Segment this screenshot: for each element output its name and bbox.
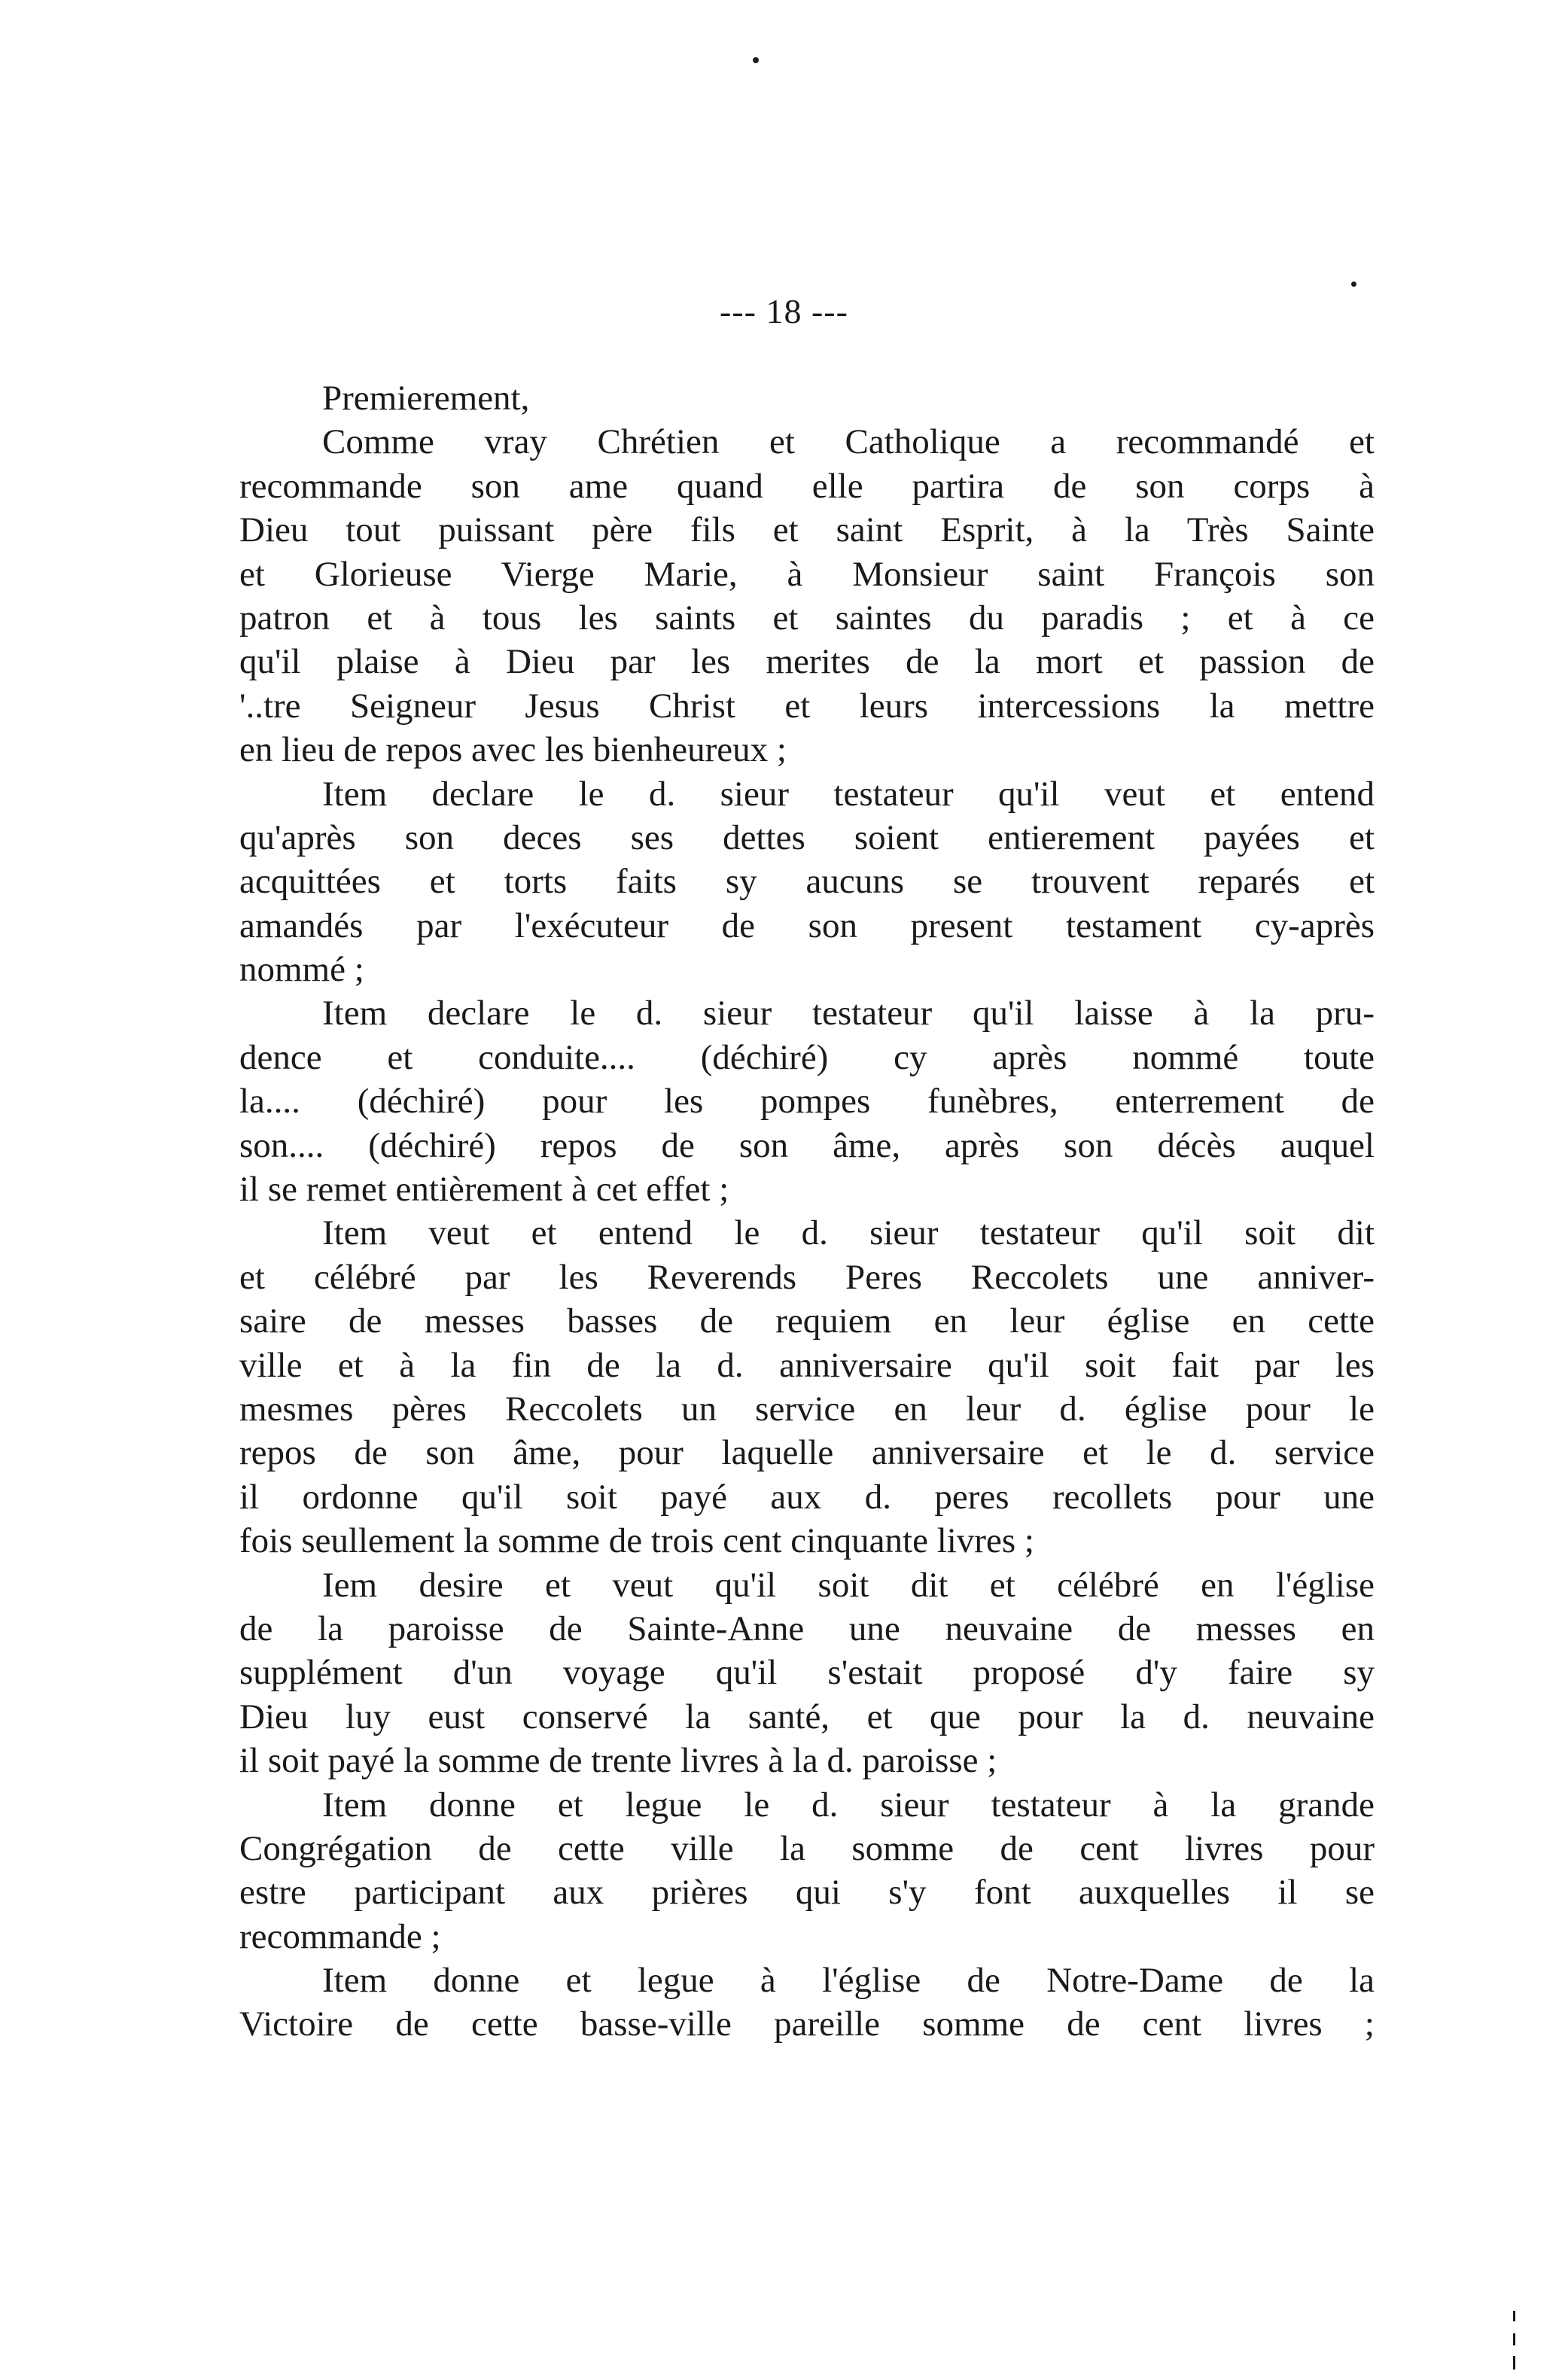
text-line: qu'après son deces ses dettes soient entierement payées et xyxy=(239,817,1375,857)
text-line: supplément d'un voyage qu'il s'estait proposé d'y faire sy xyxy=(239,1653,1375,1693)
text-line: nommé ; xyxy=(239,950,364,990)
text-line: estre participant aux prières qui s'y font auxquelles il se xyxy=(239,1873,1375,1913)
text-line: Congrégation de cette ville la somme de cent livres pour xyxy=(239,1828,1375,1868)
text-line: fois seullement la somme de trois cent cinquante livres ; xyxy=(239,1521,1034,1561)
text-line: repos de son âme, pour laquelle anniversaire et le d. service xyxy=(239,1433,1375,1473)
text-line: Dieu tout puissant père fils et saint Esprit, à la Très Sainte xyxy=(239,510,1375,550)
text-line: il ordonne qu'il soit payé aux d. peres recollets pour une xyxy=(239,1477,1375,1517)
text-line: '..tre Seigneur Jesus Christ et leurs intercessions la mettre xyxy=(239,686,1375,726)
text-line: son.... (déchiré) repos de son âme, après son décès auquel xyxy=(239,1125,1375,1165)
margin-marks xyxy=(1513,2311,1518,2371)
text-line: Item declare le d. sieur testateur qu'il laisse à la pru- xyxy=(322,994,1375,1033)
text-line: ville et à la fin de la d. anniversaire qu'il soit fait par les xyxy=(239,1345,1375,1385)
text-line: il soit payé la somme de trente livres à la d. paroisse ; xyxy=(239,1741,997,1781)
text-line: mesmes pères Reccolets un service en leur d. église pour le xyxy=(239,1389,1375,1429)
text-line: amandés par l'exécuteur de son present testament cy-après xyxy=(239,905,1375,945)
text-line: Iem desire et veut qu'il soit dit et célébré en l'église xyxy=(322,1565,1375,1605)
text-line: Item veut et entend le d. sieur testateur qu'il soit dit xyxy=(322,1213,1375,1253)
text-line: saire de messes basses de requiem en leur église en cette xyxy=(239,1301,1375,1341)
ink-speck xyxy=(1351,282,1356,287)
ink-speck xyxy=(753,57,759,63)
text-line: il se remet entièrement à cet effet ; xyxy=(239,1170,729,1210)
text-line: Item donne et legue à l'église de Notre-Dame de la xyxy=(322,1961,1375,2001)
text-line: et Glorieuse Vierge Marie, à Monsieur saint François son xyxy=(239,554,1375,594)
text-line: Victoire de cette basse-ville pareille somme de cent livres ; xyxy=(239,2004,1375,2044)
page-number: --- 18 --- xyxy=(720,292,848,330)
text-line: dence et conduite.... (déchiré) cy après nommé toute xyxy=(239,1037,1375,1077)
text-line: patron et à tous les saints et saintes du paradis ; et à ce xyxy=(239,598,1375,638)
text-line: en lieu de repos avec les bienheureux ; xyxy=(239,730,787,770)
text-line: recommande son ame quand elle partira de son corps à xyxy=(239,466,1375,506)
text-line: recommande ; xyxy=(239,1916,441,1956)
text-line: et célébré par les Reverends Peres Reccolets une anniver- xyxy=(239,1257,1375,1297)
text-line: Comme vray Chrétien et Catholique a recommandé et xyxy=(322,422,1375,462)
text-line: acquittées et torts faits sy aucuns se trouvent reparés et xyxy=(239,862,1375,902)
text-line: qu'il plaise à Dieu par les merites de la mort et passion de xyxy=(239,642,1375,682)
text-line: Dieu luy eust conservé la santé, et que pour la d. neuvaine xyxy=(239,1697,1375,1736)
body-text xyxy=(239,376,1375,2047)
text-line: Premierement, xyxy=(322,379,530,418)
text-line: la.... (déchiré) pour les pompes funèbres, enterrement de xyxy=(239,1082,1375,1122)
text-line: Item donne et legue le d. sieur testateur à la grande xyxy=(322,1785,1375,1825)
text-line: de la paroisse de Sainte-Anne une neuvaine de messes en xyxy=(239,1609,1375,1648)
text-line: Item declare le d. sieur testateur qu'il veut et entend xyxy=(322,774,1375,814)
